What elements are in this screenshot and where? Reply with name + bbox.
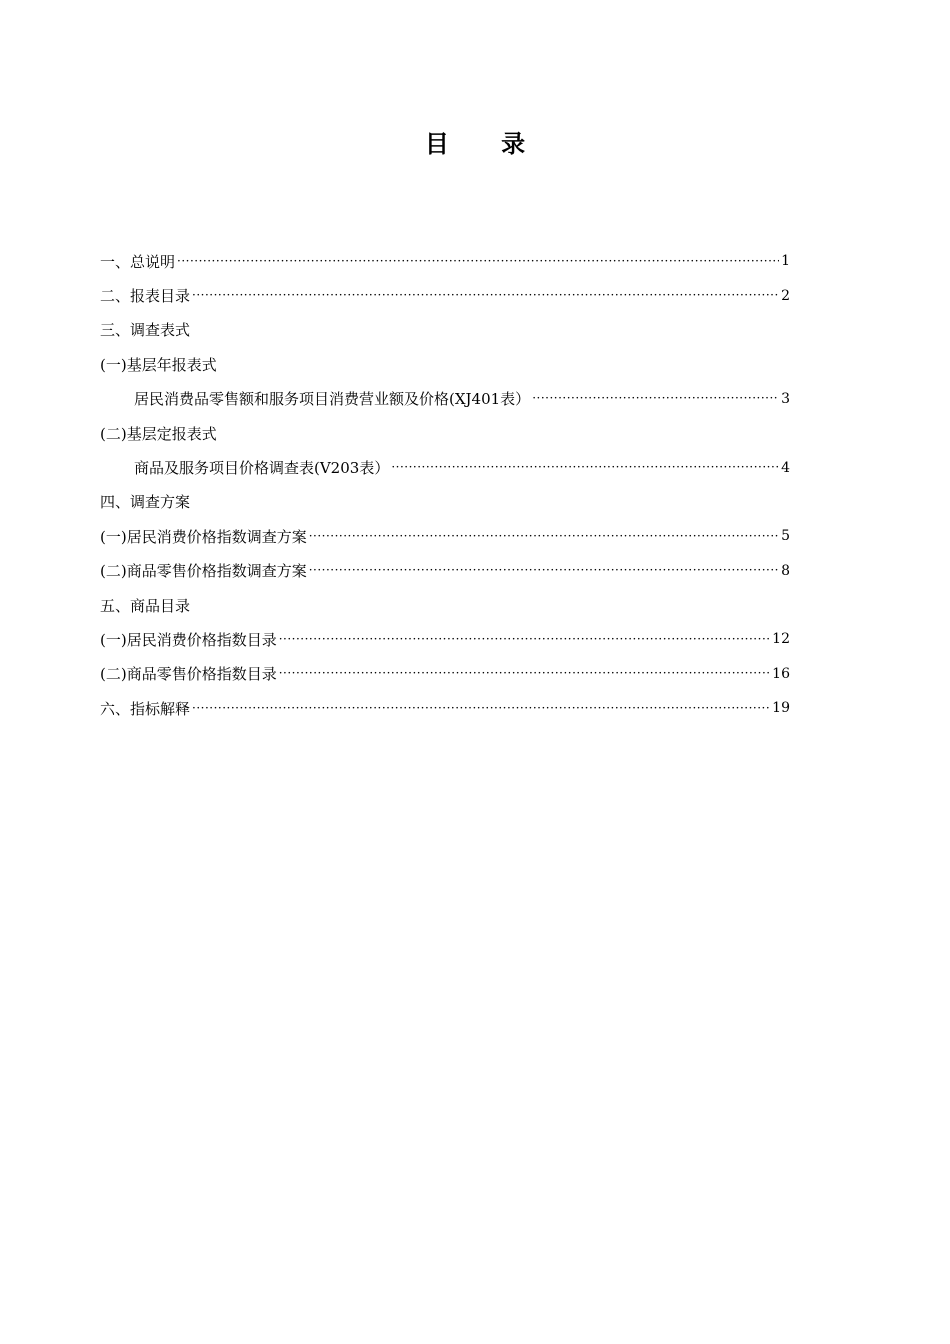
toc-entry-label: 商品及服务项目价格调查表(V203表） [134, 459, 390, 478]
toc-page-number: 4 [781, 459, 790, 476]
toc-entry[interactable] [100, 450, 790, 484]
toc-entry[interactable] [100, 382, 790, 416]
toc-dot-leader [177, 254, 779, 269]
toc-entry[interactable] [100, 278, 790, 312]
toc-entry[interactable] [100, 588, 790, 622]
toc-page-number: 5 [781, 528, 790, 545]
toc-entry-label: 六、指标解释 [100, 699, 191, 718]
toc-entry[interactable] [100, 485, 790, 519]
toc-entry[interactable] [100, 519, 790, 553]
toc-page-number: 3 [781, 390, 790, 407]
toc-entry[interactable] [100, 657, 790, 691]
toc-entry-label: (二)基层定报表式 [100, 424, 217, 443]
toc-entry-label: (二)商品零售价格指数调查方案 [100, 562, 307, 581]
toc-entry[interactable] [100, 416, 790, 450]
toc-entry[interactable] [100, 554, 790, 588]
toc-dot-leader [309, 529, 779, 544]
toc-entry-label: 二、报表目录 [100, 287, 191, 306]
toc-dot-leader [532, 391, 779, 406]
toc-entry[interactable] [100, 347, 790, 381]
toc-page-number: 2 [781, 287, 790, 304]
toc-entry-label: (一)基层年报表式 [100, 355, 217, 374]
toc-page-number: 12 [772, 631, 790, 648]
toc-entry[interactable] [100, 691, 790, 725]
toc-entry-label: 五、商品目录 [100, 596, 191, 615]
toc-entry-label: (二)商品零售价格指数目录 [100, 665, 277, 684]
toc-entry[interactable] [100, 313, 790, 347]
toc-entry-label: (一)居民消费价格指数调查方案 [100, 527, 307, 546]
toc-dot-leader [192, 701, 770, 716]
toc-dot-leader [309, 563, 779, 578]
toc-dot-leader [279, 666, 770, 681]
page-title: 目 录 [424, 129, 548, 158]
toc-page-number: 16 [772, 665, 790, 682]
toc-dot-leader [192, 288, 779, 303]
table-of-contents [100, 244, 790, 725]
toc-entry-label: 三、调查表式 [100, 321, 191, 340]
toc-entry[interactable] [100, 244, 790, 278]
toc-entry-label: 四、调查方案 [100, 493, 191, 512]
toc-page-number: 1 [781, 253, 790, 270]
toc-page-number: 19 [772, 700, 790, 717]
toc-entry[interactable] [100, 622, 790, 656]
toc-page-number: 8 [781, 562, 790, 579]
toc-entry-label: 一、总说明 [100, 252, 176, 271]
toc-entry-label: 居民消费品零售额和服务项目消费营业额及价格(XJ401表） [134, 390, 531, 409]
toc-dot-leader [279, 632, 770, 647]
toc-entry-label: (一)居民消费价格指数目录 [100, 630, 277, 649]
toc-dot-leader [391, 460, 779, 475]
